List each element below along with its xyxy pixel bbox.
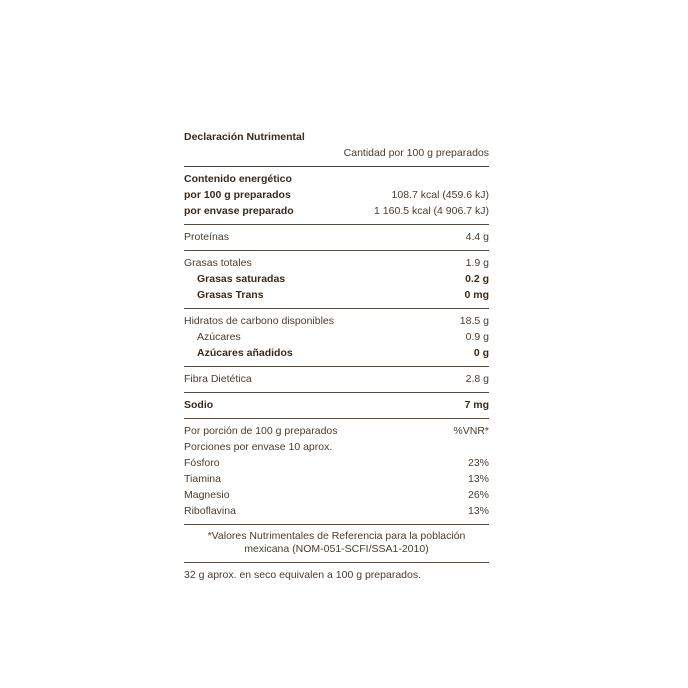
column-subheader: [184, 145, 489, 161]
vnr-item-label: Fósforo: [184, 457, 220, 469]
preparation-note: 32 g aprox. en seco equivalen a 100 g preparados.: [184, 569, 422, 581]
energy-per100-label: por 100 g preparados: [184, 189, 291, 201]
vnr-item-label: Riboflavina: [184, 505, 236, 517]
footnote-line: mexicana (NOM-051-SCFI/SSA1-2010): [244, 543, 429, 555]
grasas-trans-label: Grasas Trans: [197, 289, 264, 301]
divider: [184, 224, 489, 225]
vnr-item-label: Magnesio: [184, 489, 230, 501]
vnr-footnote: [184, 529, 489, 557]
azucares-row: [184, 329, 489, 345]
hidratos-label: Hidratos de carbono disponibles: [184, 315, 335, 327]
panel-title: Declaración Nutrimental: [184, 131, 305, 143]
grasas-value: 1.9 g: [465, 257, 489, 269]
fibra-value: 2.8 g: [465, 373, 489, 385]
proteinas-row: [184, 229, 489, 245]
subheader-text: Cantidad por 100 g preparados: [343, 147, 489, 159]
sodio-row: [184, 397, 489, 413]
grasas-row: [184, 255, 489, 271]
vnr-portions-row: [184, 439, 489, 455]
energy-perpack-value: 1 160.5 kcal (4 906.7 kJ): [374, 205, 489, 217]
grasas-trans-value: 0 mg: [464, 289, 489, 301]
divider: [184, 308, 489, 309]
vnr-portions: Porciones por envase 10 aprox.: [184, 441, 333, 453]
azucares-anadidos-row: [184, 345, 489, 361]
fibra-label: Fibra Dietética: [184, 373, 252, 385]
grasas-trans-row: [184, 287, 489, 303]
nutrition-facts-panel: [184, 129, 489, 583]
azucares-anadidos-label: Azúcares añadidos: [197, 347, 293, 359]
divider: [184, 366, 489, 367]
proteinas-label: Proteínas: [184, 231, 229, 243]
fibra-row: [184, 371, 489, 387]
vnr-item-value: 26%: [467, 489, 489, 501]
grasas-label: Grasas totales: [184, 257, 252, 269]
energy-per100-row: [184, 187, 489, 203]
proteinas-value: 4.4 g: [465, 231, 489, 243]
grasas-saturadas-value: 0.2 g: [465, 273, 489, 285]
energy-perpack-label: por envase preparado: [184, 205, 294, 217]
energy-perpack-row: [184, 203, 489, 219]
divider: [184, 392, 489, 393]
divider: [184, 418, 489, 419]
vnr-item-row: [184, 503, 489, 519]
vnr-item-row: [184, 471, 489, 487]
energy-per100-value: 108.7 kcal (459.6 kJ): [391, 189, 489, 201]
energy-header: [184, 171, 489, 187]
divider: [184, 524, 489, 525]
vnr-item-row: [184, 487, 489, 503]
grasas-saturadas-label: Grasas saturadas: [197, 273, 286, 285]
vnr-item-value: 13%: [467, 505, 489, 517]
vnr-item-label: Tiamina: [184, 473, 221, 485]
vnr-header-row: [184, 423, 489, 439]
sodio-label: Sodio: [184, 399, 214, 411]
vnr-item-value: 13%: [467, 473, 489, 485]
sodio-value: 7 mg: [464, 399, 489, 411]
divider: [184, 562, 489, 563]
divider: [184, 250, 489, 251]
footnote-line: *Valores Nutrimentales de Referencia para la población: [207, 530, 466, 542]
azucares-value: 0.9 g: [465, 331, 489, 343]
vnr-item-value: 23%: [467, 457, 489, 469]
vnr-portion-label: Por porción de 100 g preparados: [184, 425, 338, 437]
vnr-label: %VNR*: [453, 425, 489, 437]
grasas-saturadas-row: [184, 271, 489, 287]
energy-label: Contenido energético: [184, 173, 292, 185]
azucares-label: Azúcares: [197, 331, 241, 343]
vnr-item-row: [184, 455, 489, 471]
azucares-anadidos-value: 0 g: [473, 347, 489, 359]
hidratos-value: 18.5 g: [459, 315, 489, 327]
hidratos-row: [184, 313, 489, 329]
divider: [184, 166, 489, 167]
